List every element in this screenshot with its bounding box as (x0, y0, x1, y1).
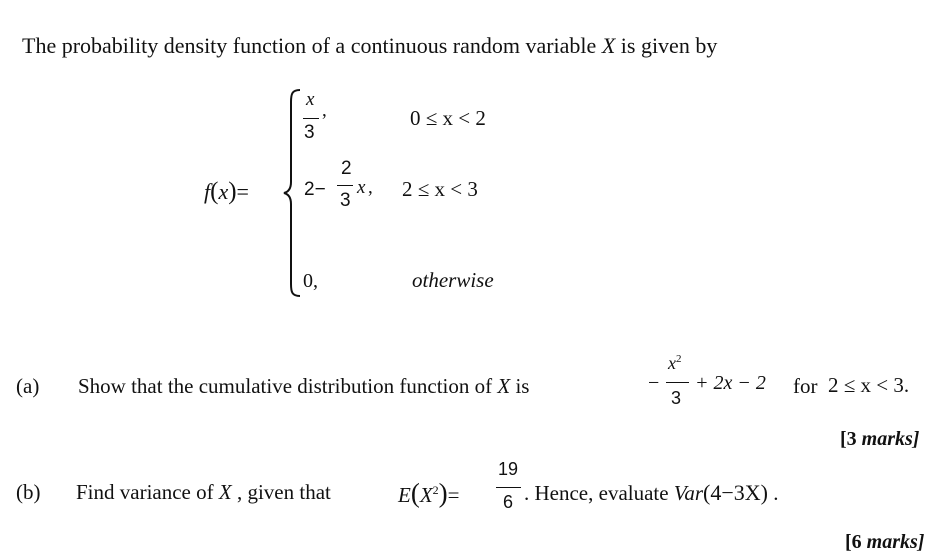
part-a-statement: Show that the cumulative distribution function of (78, 374, 498, 398)
part-b-X: X (419, 483, 433, 507)
part-b-label: (b) (16, 480, 41, 504)
part-a-condition (828, 373, 909, 398)
part-b-given: , given that (231, 480, 331, 504)
part-a-var-x: X (497, 374, 511, 398)
pdf-lhs (204, 178, 249, 206)
part-a-num-x: x (668, 353, 676, 373)
part-b-hence (524, 480, 778, 506)
pdf-lhs-close-paren: ) (228, 178, 237, 205)
part-b-eq: = (447, 483, 460, 507)
intro-var-x: X (601, 33, 616, 58)
case3-condition: otherwise (412, 268, 494, 292)
part-a-for: for (793, 374, 818, 398)
part-b-den: 6 (503, 492, 514, 512)
part-a-fraction-bar (666, 382, 689, 383)
part-b-expectation (398, 478, 460, 509)
intro-text-after: is given by (615, 33, 718, 58)
part-b-period: . (767, 481, 779, 505)
intro-line (22, 33, 717, 59)
part-b-hence-text: . Hence, evaluate (524, 481, 674, 505)
pdf-brace-icon (282, 88, 306, 298)
part-a-label: (a) (16, 374, 40, 398)
part-b-marks-num: [6 (845, 531, 862, 553)
part-b-var-fn: Var (673, 481, 704, 505)
part-b-open: ( (410, 478, 420, 508)
case1-fraction-bar (303, 118, 319, 119)
case2-tail-var: x (357, 177, 366, 198)
part-a-marks-num: [3 (840, 428, 857, 450)
case1-comma: , (322, 100, 327, 121)
part-a-num (668, 353, 682, 374)
part-b-fraction-bar (496, 487, 521, 488)
pdf-lhs-x: x (218, 179, 229, 204)
part-a-cond: 2 ≤ x < 3 (828, 373, 904, 397)
part-b-text (76, 480, 331, 505)
pdf-lhs-f: f (204, 179, 211, 204)
case2-lead: 2− (304, 179, 326, 200)
part-b-marks-word: marks] (866, 531, 925, 553)
case1-den: 3 (304, 122, 315, 143)
part-a-period: . (903, 373, 910, 397)
case1-condition: 0 ≤ x < 2 (410, 106, 486, 130)
part-b-E: E (398, 483, 411, 507)
part-a-den: 3 (671, 388, 682, 408)
part-a-minus: − (648, 372, 660, 394)
case1-num: x (306, 89, 315, 110)
part-b-statement: Find variance of (76, 480, 219, 504)
part-a-text (78, 374, 529, 399)
part-b-marks (845, 531, 924, 554)
part-b-num: 19 (498, 459, 519, 479)
case2-comma: , (368, 177, 373, 198)
part-b-close: ) (438, 478, 448, 508)
case2-fraction-bar (337, 185, 353, 186)
case2-den: 3 (340, 190, 351, 211)
part-b-var-x: X (218, 480, 232, 504)
case3-value: 0, (303, 270, 318, 292)
part-a-rest: + 2x − 2 (695, 372, 766, 394)
part-a-num-exp: 2 (676, 353, 682, 365)
part-b-exp: 2 (432, 483, 439, 497)
part-a-is: is (510, 374, 530, 398)
part-a-marks-word: marks] (861, 428, 920, 450)
pdf-lhs-open-paren: ( (210, 178, 219, 205)
pdf-lhs-equals: = (236, 179, 249, 204)
case2-condition: 2 ≤ x < 3 (402, 177, 478, 201)
case2-num: 2 (341, 158, 352, 179)
part-a-marks (840, 428, 919, 451)
intro-text-before: The probability density function of a continuous random variable (22, 33, 602, 58)
part-b-arg: (4−3X) (703, 480, 768, 505)
